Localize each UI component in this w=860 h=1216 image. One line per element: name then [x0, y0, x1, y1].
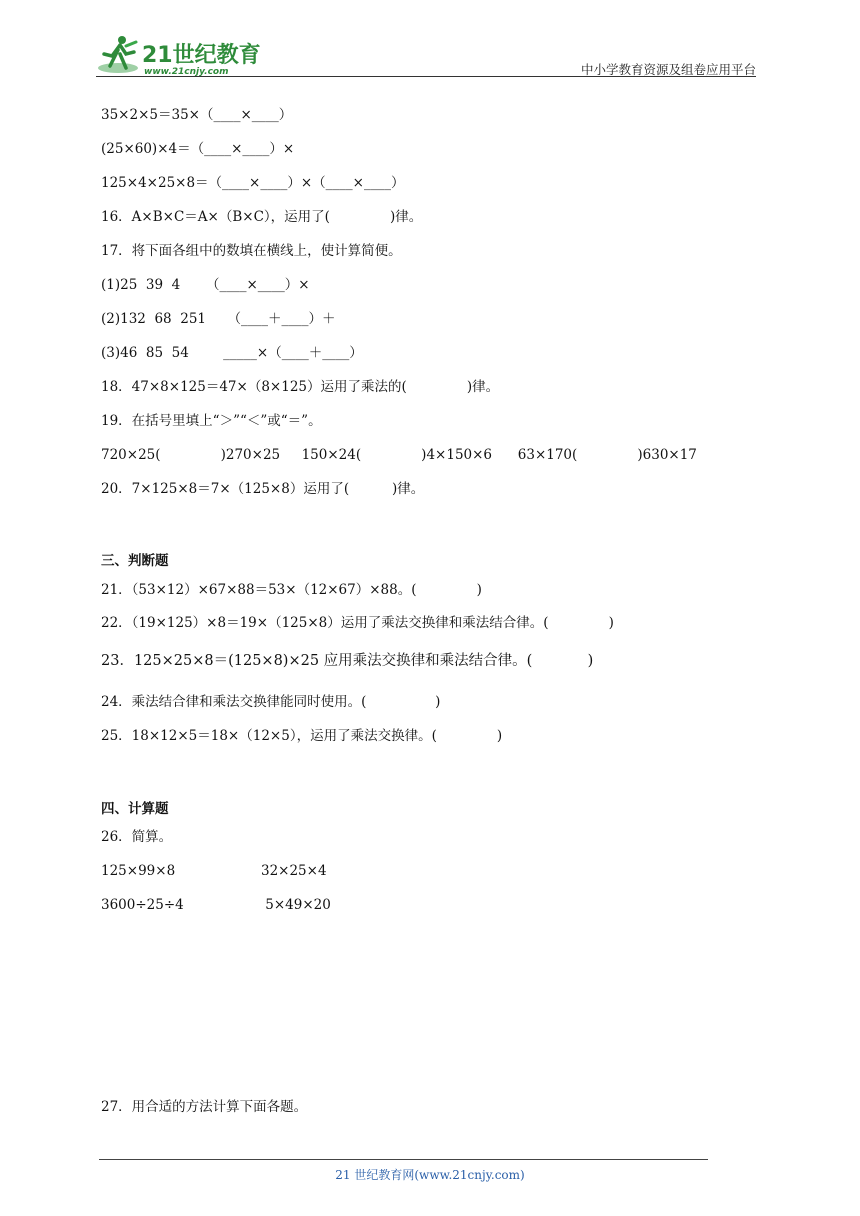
calc-row-1: 125×99×8 32×25×4	[101, 863, 327, 879]
question-17: 17．将下面各组中的数填在横线上，使计算简便。	[101, 243, 402, 259]
section-3-title: 三、判断题	[101, 553, 169, 569]
question-23: 23．125×25×8＝(125×8)×25 应用乘法交换律和乘法结合律。( )	[101, 653, 594, 669]
question-19: 19．在括号里填上“＞”“＜”或“＝”。	[101, 413, 322, 429]
site-logo	[96, 32, 266, 78]
runner-logo-icon	[96, 32, 266, 78]
logo-main-text: 21世纪教育	[142, 43, 261, 68]
header-divider	[96, 76, 756, 77]
calc-row-2: 3600÷25÷4 5×49×20	[101, 897, 331, 913]
header-platform-text: 中小学教育资源及组卷应用平台	[580, 62, 756, 77]
question-26: 26．简算。	[101, 829, 173, 845]
question-25: 25．18×12×5＝18×（12×5），运用了乘法交换律。( )	[101, 728, 503, 744]
question-19-comparisons: 720×25( )270×25 150×24( )4×150×6 63×170( )630×17	[101, 447, 697, 463]
logo-sub-text: www.21cnjy.com	[144, 67, 229, 77]
question-21: 21．（53×12）×67×88＝53×（12×67）×88。( )	[101, 582, 482, 598]
text-line-2: (25×60)×4＝（____×____）×	[101, 141, 295, 157]
text-line-1: 35×2×5＝35×（____×____）	[101, 107, 293, 123]
question-22: 22．（19×125）×8＝19×（125×8）运用了乘法交换律和乘法结合律。( )	[101, 615, 614, 631]
question-18: 18．47×8×125＝47×（8×125）运用了乘法的( )律。	[101, 379, 500, 395]
question-24: 24．乘法结合律和乘法交换律能同时使用。( )	[101, 694, 441, 710]
text-line-3: 125×4×25×8＝（____×____）×（____×____）	[101, 175, 405, 191]
question-17-part-2: (2)132 68 251 （____＋____）＋	[101, 311, 336, 327]
question-27: 27．用合适的方法计算下面各题。	[101, 1099, 308, 1115]
question-17-part-3: (3)46 85 54 _____×（____＋____）	[101, 345, 363, 361]
question-20: 20．7×125×8＝7×（125×8）运用了( )律。	[101, 481, 425, 497]
section-4-title: 四、计算题	[101, 801, 169, 817]
question-16: 16．A×B×C＝A×（B×C），运用了( )律。	[101, 209, 423, 225]
footer-text: 21 世纪教育网(www.21cnjy.com)	[335, 1168, 525, 1182]
question-17-part-1: (1)25 39 4 （____×____）×	[101, 277, 310, 293]
footer-divider	[99, 1159, 708, 1160]
